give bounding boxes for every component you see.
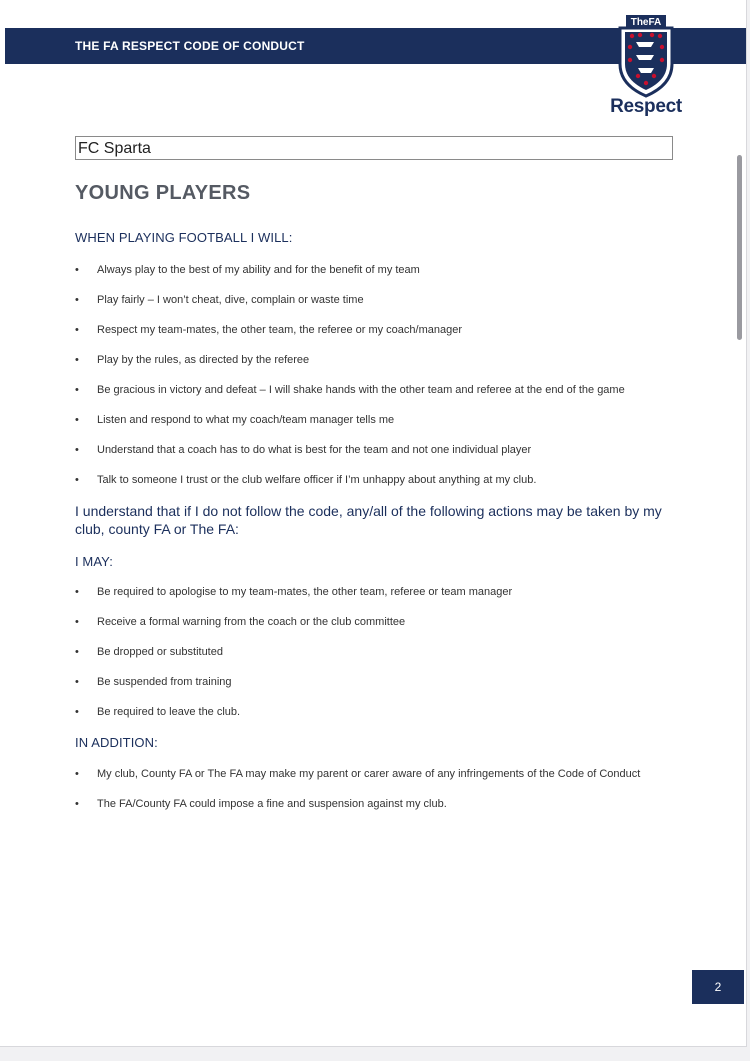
vertical-scrollbar[interactable] bbox=[737, 155, 742, 340]
list-item-text: Be required to leave the club. bbox=[97, 706, 241, 718]
page-number-badge: 2 bbox=[692, 970, 744, 1004]
section-title: YOUNG PLAYERS bbox=[75, 182, 251, 204]
list-item-text: Be required to apologise to my team-mates, the other team, referee or team manager bbox=[97, 586, 513, 598]
bullet-icon: • bbox=[75, 474, 79, 486]
list-item-text: The FA/County FA could impose a fine and suspension against my club. bbox=[97, 798, 447, 810]
bullet-icon: • bbox=[75, 676, 79, 688]
header-title: THE FA RESPECT CODE OF CONDUCT bbox=[75, 39, 305, 53]
list-item-text: Understand that a coach has to do what is best for the team and not one individual player bbox=[97, 444, 532, 456]
bullet-icon: • bbox=[75, 444, 79, 456]
bullet-icon: • bbox=[75, 586, 79, 598]
bullet-icon: • bbox=[75, 294, 79, 306]
fa-respect-logo bbox=[606, 14, 686, 124]
bullet-icon: • bbox=[75, 414, 79, 426]
bullet-icon: • bbox=[75, 384, 79, 396]
list-item-text: Be dropped or substituted bbox=[97, 646, 223, 658]
understand-statement: I understand that if I do not follow the code, any/all of the following actions may be taken by my club, county FA or The FA: bbox=[75, 503, 662, 537]
list-item-text: My club, County FA or The FA may make my parent or carer aware of any infringements of the Code of Conduct bbox=[97, 768, 641, 780]
bullet-icon: • bbox=[75, 768, 79, 780]
list-item-text: Be gracious in victory and defeat – I will shake hands with the other team and referee at the end of the game bbox=[97, 384, 625, 396]
list-item-text: Be suspended from training bbox=[97, 676, 232, 688]
i-may-heading: I MAY: bbox=[75, 554, 113, 569]
bullet-icon: • bbox=[75, 354, 79, 366]
list-item-text: Respect my team-mates, the other team, the referee or my coach/manager bbox=[97, 324, 462, 336]
list-item-text: Play by the rules, as directed by the referee bbox=[97, 354, 310, 366]
list-item-text: Receive a formal warning from the coach or the club committee bbox=[97, 616, 406, 628]
when-playing-heading: WHEN PLAYING FOOTBALL I WILL: bbox=[75, 230, 293, 245]
bullet-icon: • bbox=[75, 646, 79, 658]
fa-shield-icon bbox=[616, 14, 676, 98]
list-item-text: Talk to someone I trust or the club welfare officer if I’m unhappy about anything at my club. bbox=[97, 474, 537, 486]
bullet-icon: • bbox=[75, 264, 79, 276]
bullet-icon: • bbox=[75, 706, 79, 718]
bullet-icon: • bbox=[75, 324, 79, 336]
list-item-text: Always play to the best of my ability and for the benefit of my team bbox=[97, 264, 420, 276]
bullet-icon: • bbox=[75, 798, 79, 810]
club-name-field[interactable]: FC Sparta bbox=[75, 136, 673, 160]
list-item-text: Play fairly – I won’t cheat, dive, complain or waste time bbox=[97, 294, 364, 306]
logo-the-fa-text: TheFA bbox=[630, 17, 662, 28]
logo-respect-text: Respect bbox=[610, 96, 682, 117]
list-item-text: Listen and respond to what my coach/team manager tells me bbox=[97, 414, 395, 426]
in-addition-heading: IN ADDITION: bbox=[75, 735, 158, 750]
bullet-icon: • bbox=[75, 616, 79, 628]
